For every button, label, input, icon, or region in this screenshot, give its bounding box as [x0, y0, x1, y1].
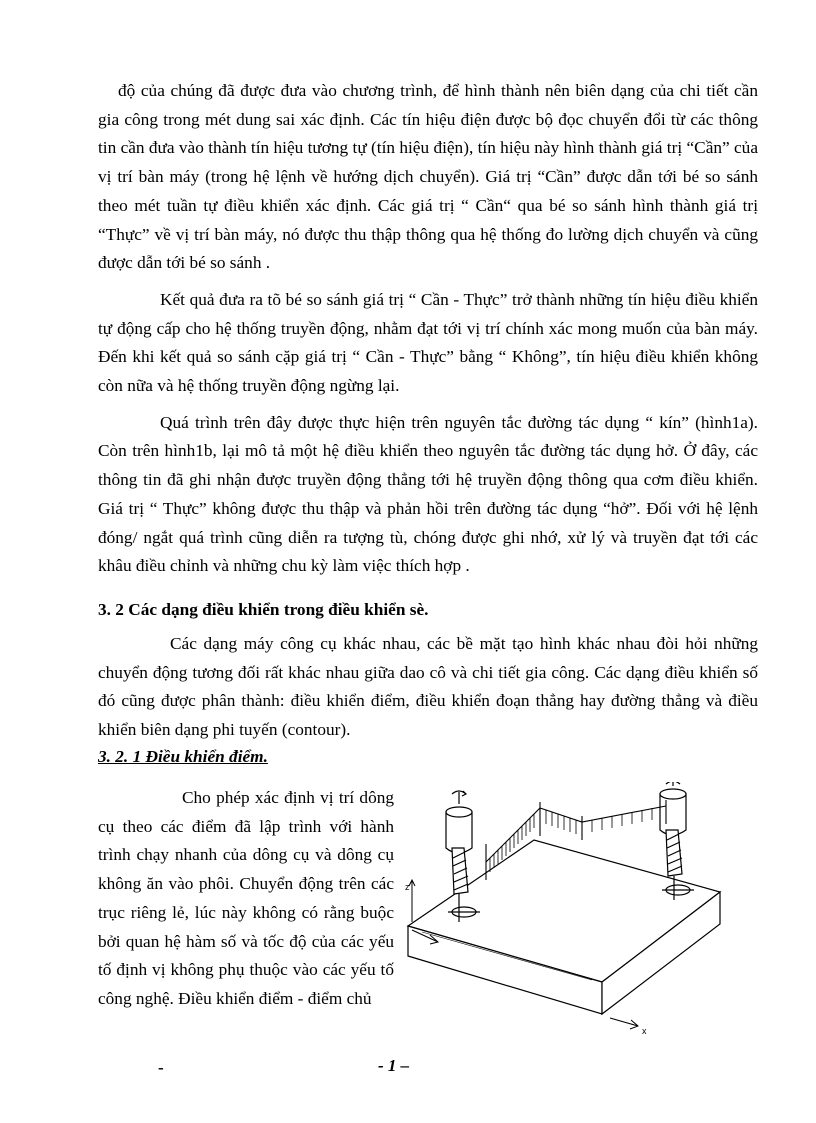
paragraph-5 [98, 784, 394, 1014]
body-text-2 [98, 630, 758, 745]
axis-x-label: x [642, 1026, 647, 1036]
page-number: - 1 – [378, 1056, 410, 1075]
point-control-figure [402, 782, 722, 1042]
paragraph-2: Kết quả đưa ra tõ bé so sánh giá trị “ Cần - Thực” trở thành những tín hiệu điều khiển tự động cấp cho hệ thống truyền động, nhằm đạt tới vị trí chính xác mong muốn của bàn máy. Đến khi kết quả so sánh cặp giá trị “ Cần - Thực” bằng “ Không”, tín hiệu điều khiển không còn nữa và hệ thống truyền động ngừng lại. [98, 289, 758, 396]
paragraph-3: Quá trình trên đây được thực hiện trên nguyên tắc đường tác dụng “ kín” (hình1a). Còn trên hình1b, lại mô tả một hệ điều khiển theo nguyên tắc đường tác dụng hở. Ở đây, các thông tin đã ghi nhận được truyền động thẳng tới hệ truyền động thông qua cơm điều khiển. Giá trị “ Thực” không được thu thập và phản hồi trên đường tác dụng “hở”. Đối với hệ lệnh đóng/ ngắt quá trình cũng diễn ra tượng tù, chóng được ghi nhớ, xử lý và truyền đạt tới các khâu điều chỉnh và những chu kỳ làm việc thích hợp . [98, 412, 758, 576]
paragraph-5-text: Cho phép xác định vị trí dông cụ theo các điểm đã lập trình với hành trình chạy nhanh của dông cụ và dông cụ không ăn vào phôi. Chuyển động trên các trục riêng lẻ, lúc này không có rằng buộc bởi quan hệ hàm số và tốc độ của các yếu tố định vị không phụ thuộc vào các yếu tố công nghệ. Điều khiển điểm - điểm chủ [98, 788, 394, 1008]
paragraph-4: Các dạng máy công cụ khác nhau, các bề mặt tạo hình khác nhau đòi hỏi những chuyển động tương đối rất khác nhau giữa dao cô và chi tiết gia công. Các dạng điều khiển số đó cũng được phân thành: điều khiển điểm, điều khiển đoạn thẳng hay đường thẳng và điều khiển biên dạng phi tuyến (contour). [98, 634, 758, 740]
body-text [98, 77, 758, 581]
footer-dash: - [158, 1058, 164, 1077]
section-heading: 3. 2 Các dạng điều khiển trong điều khiển sè. [98, 600, 429, 619]
axis-z-label: z [405, 882, 410, 892]
paragraph-1: độ của chúng đã được đưa vào chương trình, để hình thành nên biên dạng của chi tiết cần gia công trong mét dung sai xác định. Các tín hiệu điện được bộ đọc chuyển đổi từ các thông tin cần đưa vào thành tín hiệu tương tự (tín hiệu điện), tín hiệu này hình thành giá trị “Cần” của vị trí bàn máy (trong hệ lệnh về hướng dịch chuyển). Giá trị “Cần” được dẫn tới bé so sánh theo mét tuần tự điều khiển xác định. Các giá trị “ Cần“ qua bé so sánh hình thành giá trị “Thực” về vị trí bàn máy, nó được thu thập thông qua hệ thống đo lường dịch chuyển và cũng được dẫn tới bé so sánh . [98, 81, 758, 273]
subsection-heading: 3. 2. 1 Điều khiển điểm. [98, 747, 268, 766]
